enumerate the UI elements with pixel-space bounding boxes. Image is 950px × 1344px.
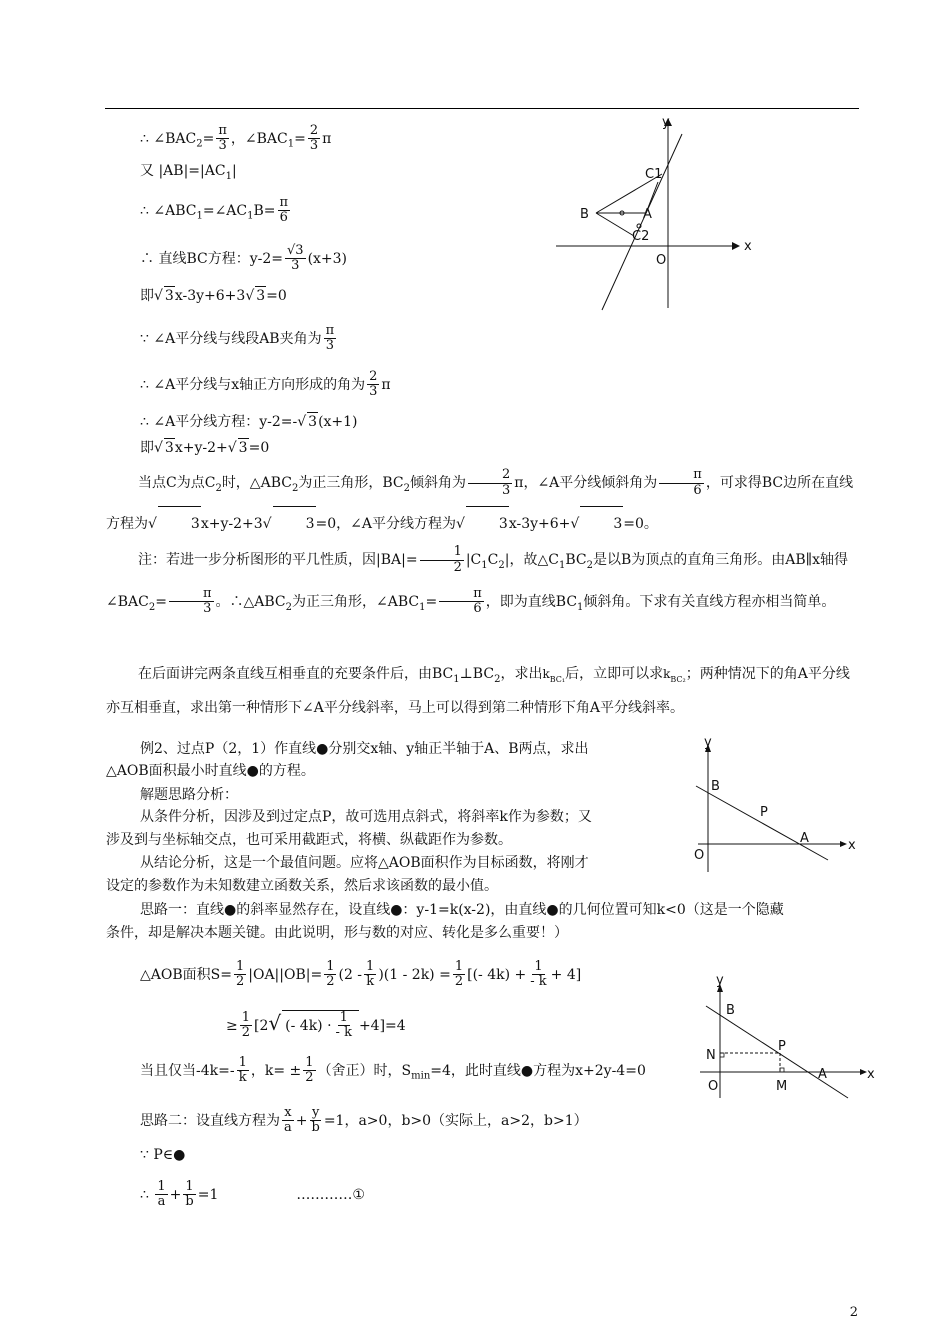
paragraph-perpendicular: 在后面讲完两条直线互相垂直的充要条件后，由$BC_1\perp BC_2$，求出$k_{BC_1}$后，立即可以求$k_{BC_2}$；两种情况下的角A平分线亦互相垂直，求出第一种情形下∠A平分线斜率，马上可以得到第二种情形下角A平分线斜率。	[106, 666, 850, 716]
approach-2-line-3: ∴ $\frac{1}{a}$ + $\frac{1}{b}$ =1 …………①	[140, 1179, 365, 1210]
analysis-line-3: 从结论分析，这是一个最值问题。应将△AOB面积作为目标函数，将刚才	[140, 855, 589, 871]
fig2-origin-label: O	[694, 848, 705, 863]
fig2-x-label: x	[848, 838, 856, 853]
figure-triangle-abc	[554, 112, 754, 312]
analysis-line-2: 涉及到与坐标轴交点，也可采用截距式，将横、纵截距作为参数。	[106, 832, 512, 848]
fig1-origin-label: O	[656, 253, 667, 268]
line-bisector-general: 即√ 3x+y-2+√ 3=0	[140, 440, 270, 456]
line-bisector-equation: ∴ ∠A平分线方程：y-2=-√ 3(x+1)	[140, 414, 358, 430]
line-angle-bac: ∴ $\angle BAC_2=$ $\frac{\pi}{3}$ ，$\angle BAC_1=$ $\frac{2}{3}$ π	[140, 123, 332, 154]
line-ab-eq-ac1: 又 $|AB|=|AC_1|$	[140, 163, 237, 182]
fig3-point-a: A	[818, 1067, 827, 1082]
fig1-point-c2: C2	[632, 229, 650, 244]
fig3-point-n: N	[706, 1048, 716, 1063]
fig1-point-b: B	[580, 207, 589, 222]
analysis-line-4: 设定的参数作为未知数建立函数关系，然后求该函数的最小值。	[106, 878, 498, 894]
fig3-point-b: B	[726, 1003, 735, 1018]
fig2-y-label: y	[704, 735, 712, 750]
example-2-line-1: 例2、过点P（2，1）作直线●分别交x轴、y轴正半轴于A、B两点，求出	[140, 741, 589, 757]
fig3-x-label: x	[867, 1067, 875, 1082]
fig3-point-m: M	[776, 1079, 788, 1094]
figure-line-with-projections	[698, 972, 880, 1102]
figure-line-through-p	[676, 732, 866, 877]
fig2-point-a: A	[800, 831, 809, 846]
approach-1-line-2: 条件，却是解决本题关键。由此说明，形与数的对应、转化是多么重要！）	[106, 925, 568, 941]
line-bc-equation: ∴ 直线BC方程：y-2= $\frac{√3}{3}$ (x+3)	[140, 243, 348, 274]
approach-2-line-1: 思路二：设直线方程为 $\frac{x}{a}$ + $\frac{y}{b}$ =1，a>0，b>0（实际上，a>2，b>1）	[140, 1105, 588, 1136]
approach-1-line-1: 思路一：直线●的斜率显然存在，设直线●：y-1=k(x-2)，由直线●的几何位置可知k<0（这是一个隐藏	[140, 902, 784, 918]
fig1-y-label: y	[662, 115, 670, 130]
fig1-x-label: x	[744, 239, 752, 254]
fig2-point-p: P	[760, 805, 768, 820]
example-2-line-2: △AOB面积最小时直线●的方程。	[106, 763, 315, 779]
fig2-point-b: B	[711, 779, 720, 794]
fig3-point-p: P	[778, 1039, 786, 1054]
line-bisector-angle: ∵ ∠A平分线与线段AB夹角为 $\frac{\pi}{3}$	[140, 323, 335, 354]
fig1-point-a: A	[643, 207, 652, 222]
header-rule	[105, 108, 859, 109]
analysis-title: 解题思路分析：	[140, 787, 238, 803]
fig3-y-label: y	[716, 973, 724, 988]
formula-equality-condition: 当且仅当-4k=- $\frac{1}{k}$ ，k= ± $\frac{1}{2}$ （舍正）时，$S_{min}=4$，此时直线●方程为x+2y-4=0	[140, 1055, 646, 1086]
line-angle-abc1: ∴ $\angle ABC_1=\angle AC_1B=$ $\frac{\pi}{6}$	[140, 195, 289, 226]
page-number: 2	[849, 1305, 858, 1320]
formula-inequality: ≥ $\frac{1}{2}$ [2√ (- 4k) · $\frac{1}{- k}$ +4]=4	[226, 1010, 406, 1041]
fig3-origin-label: O	[708, 1079, 719, 1094]
formula-area: △AOB面积S= $\frac{1}{2}$ |OA||OB|= $\frac{1}{2}$ (2 - $\frac{1}{k}$ )(1 - 2k) = $\frac{1}{2}$ [(- 4k) + $\frac{1}{- k}$ + 4]	[140, 959, 582, 990]
analysis-line-1: 从条件分析，因涉及到过定点P，故可选用点斜式，将斜率k作为参数；又	[140, 809, 592, 825]
paragraph-note: 注：若进一步分析图形的平几性质，因|BA|= $\frac{1}{2}$ $|C_1C_2|$，故$\triangle C_1BC_2$是以B为顶点的直角三角形。由AB∥x轴得$\angle BAC_2=$ $\frac{\pi}{3}$ 。$\therefore\triangle ABC_2$为正三角形，$\angle ABC_1=$ $\frac{\pi}{6}$ ，即为直线$BC_1$倾斜角。下求有关直线方程亦相当简单。	[106, 544, 849, 617]
line-bc-general: 即√ 3x-3y+6+3√ 3=0	[140, 288, 287, 304]
fig1-point-c1: C1	[645, 167, 663, 182]
approach-2-line-2: ∵ P∈●	[140, 1147, 186, 1163]
line-bisector-x-angle: ∴ ∠A平分线与x轴正方向形成的角为 $\frac{2}{3}$ π	[140, 369, 391, 400]
paragraph-case-c2: 当点C为点$C_2$时，$\triangle ABC_2$为正三角形，$BC_2$倾斜角为 $\frac{2}{3}$ π，∠A平分线倾斜角为 $\frac{\pi}{6}$ ，可求得BC边所在直线方程为√ 3x+y-2+3√ 3=0，∠A平分线方程为√ 3x-3y+6+√ 3=0。	[106, 466, 858, 541]
